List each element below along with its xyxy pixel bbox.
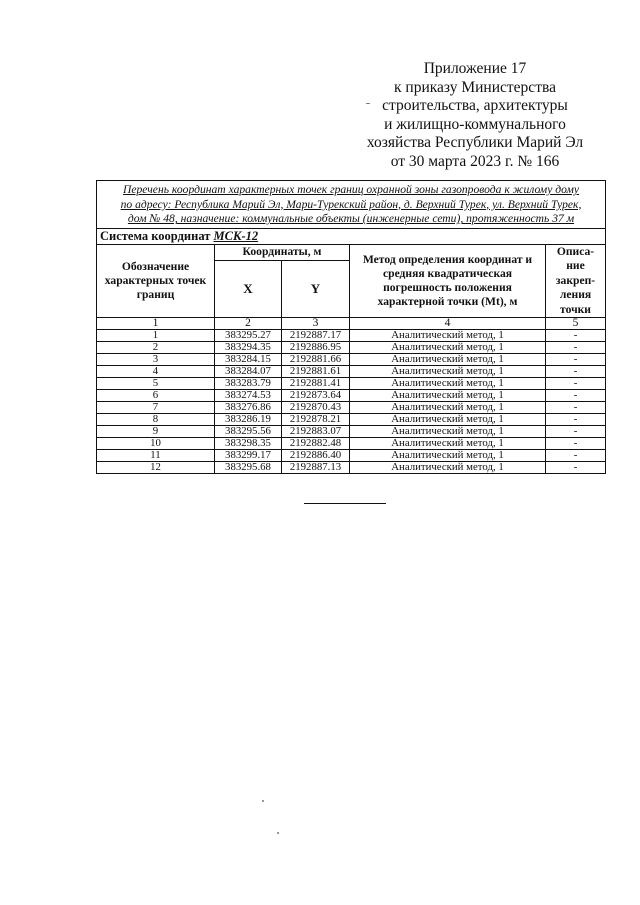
col-x-header: X [215,260,282,317]
table-row [97,402,606,414]
fixation-cell: - [546,378,606,390]
x-coordinate-cell: 383274.53 [215,390,282,402]
col-method-line: Метод определения координат и [362,253,533,267]
coordinate-system [97,228,606,244]
fixation-cell: - [546,342,606,354]
x-coordinate-cell: 383298.35 [215,438,282,450]
caption-line: по адресу: Республика Марий Эл, Мари-Турекский район, д. Верхний Турек, ул. Верхний Турек, [120,197,582,211]
method-cell: Аналитический метод, 1 [350,450,546,462]
col-y-header: Y [282,260,350,317]
col-fix-header [546,244,606,318]
y-coordinate-cell: 2192882.48 [282,438,350,450]
y-coordinate-cell: 2192878.21 [282,414,350,426]
caption-row [97,181,606,229]
col-method-line: характерной точки (Mt), м [377,295,518,309]
table-body [97,330,606,474]
point-number-cell: 3 [97,354,215,366]
system-label: Система координат [100,228,211,243]
caption-line: Перечень координат характерных точек границ охранной зоны газопровода к жилому дому [122,183,580,196]
x-coordinate-cell: 383294.35 [215,342,282,354]
column-number: 4 [350,318,546,330]
col-point-line: характерных точек [104,274,207,288]
fixation-cell: - [546,354,606,366]
x-coordinate-cell: 383283.79 [215,378,282,390]
y-coordinate-cell: 2192886.95 [282,342,350,354]
fixation-cell: - [546,390,606,402]
table-row [97,330,606,342]
point-number-cell: 5 [97,378,215,390]
y-coordinate-cell: 2192881.66 [282,354,350,366]
table-row [97,450,606,462]
fixation-cell: - [546,414,606,426]
x-coordinate-cell: 383295.68 [215,462,282,474]
table-row [97,438,606,450]
fixation-cell: - [546,330,606,342]
method-cell: Аналитический метод, 1 [350,330,546,342]
method-cell: Аналитический метод, 1 [350,378,546,390]
table-row [97,366,606,378]
col-point-header [97,244,215,318]
header-line: Приложение 17 [423,60,527,77]
y-coordinate-cell: 2192883.07 [282,426,350,438]
appendix-header [330,60,620,171]
header-line: от 30 марта 2023 г. № 166 [390,152,560,170]
method-cell: Аналитический метод, 1 [350,342,546,354]
scan-speck [262,800,264,802]
scan-speck [366,103,370,104]
col-point-line: Обозначение [121,260,190,274]
y-coordinate-cell: 2192881.61 [282,366,350,378]
signature-line [304,503,386,504]
method-cell: Аналитический метод, 1 [350,354,546,366]
point-number-cell: 11 [97,450,215,462]
header-row [97,244,606,260]
method-cell: Аналитический метод, 1 [350,462,546,474]
point-number-cell: 6 [97,390,215,402]
column-number: 5 [546,318,606,330]
x-coordinate-cell: 383286.19 [215,414,282,426]
point-number-cell: 1 [97,330,215,342]
table-row [97,342,606,354]
fixation-cell: - [546,462,606,474]
fixation-cell: - [546,402,606,414]
method-cell: Аналитический метод, 1 [350,414,546,426]
table-row [97,426,606,438]
col-method-header [350,244,546,318]
method-cell: Аналитический метод, 1 [350,438,546,450]
table-row [97,414,606,426]
fixation-cell: - [546,438,606,450]
point-number-cell: 10 [97,438,215,450]
fixation-cell: - [546,426,606,438]
x-coordinate-cell: 383284.15 [215,354,282,366]
scan-speck [277,832,279,834]
method-cell: Аналитический метод, 1 [350,402,546,414]
header-line: к приказу Министерства [394,78,556,96]
coordinates-table [96,180,606,474]
col-fix-line: закреп- [555,273,596,287]
y-coordinate-cell: 2192887.13 [282,462,350,474]
x-coordinate-cell: 383299.17 [215,450,282,462]
table-row [97,390,606,402]
table-row [97,462,606,474]
point-number-cell: 9 [97,426,215,438]
system-value: МСК-12 [213,228,259,243]
method-cell: Аналитический метод, 1 [350,390,546,402]
fixation-cell: - [546,450,606,462]
x-coordinate-cell: 383276.86 [215,402,282,414]
header-line: хозяйства Республики Марий Эл [366,134,584,151]
header-line: строительства, архитектуры [382,97,568,114]
method-cell: Аналитический метод, 1 [350,426,546,438]
column-numbers-row [97,318,606,330]
method-cell: Аналитический метод, 1 [350,366,546,378]
y-coordinate-cell: 2192873.64 [282,390,350,402]
col-fix-line: ние [566,259,585,273]
col-fix-line: Описа- [556,244,595,258]
header-line: и жилищно-коммунального [384,115,566,133]
x-coordinate-cell: 383284.07 [215,366,282,378]
col-method-line: погрешность положения [383,281,512,295]
col-fix-line: ления [559,288,592,302]
point-number-cell: 2 [97,342,215,354]
point-number-cell: 8 [97,414,215,426]
column-number: 2 [215,318,282,330]
point-number-cell: 4 [97,366,215,378]
col-fix-line: точки [560,302,591,316]
y-coordinate-cell: 2192881.41 [282,378,350,390]
y-coordinate-cell: 2192887.17 [282,330,350,342]
col-method-line: средняя квадратическая [382,267,513,281]
column-number: 3 [282,318,350,330]
system-row [97,228,606,244]
x-coordinate-cell: 383295.56 [215,426,282,438]
column-number: 1 [97,318,215,330]
x-coordinate-cell: 383295.27 [215,330,282,342]
table-row [97,378,606,390]
col-point-line: границ [136,288,175,302]
y-coordinate-cell: 2192886.40 [282,450,350,462]
point-number-cell: 7 [97,402,215,414]
table-caption [97,181,606,229]
col-coords-header: Координаты, м [215,244,350,260]
fixation-cell: - [546,366,606,378]
y-coordinate-cell: 2192870.43 [282,402,350,414]
caption-line: дом № 48, назначение: коммунальные объекты (инженерные сети), протяженность 37 м [127,212,575,226]
point-number-cell: 12 [97,462,215,474]
table-row [97,354,606,366]
